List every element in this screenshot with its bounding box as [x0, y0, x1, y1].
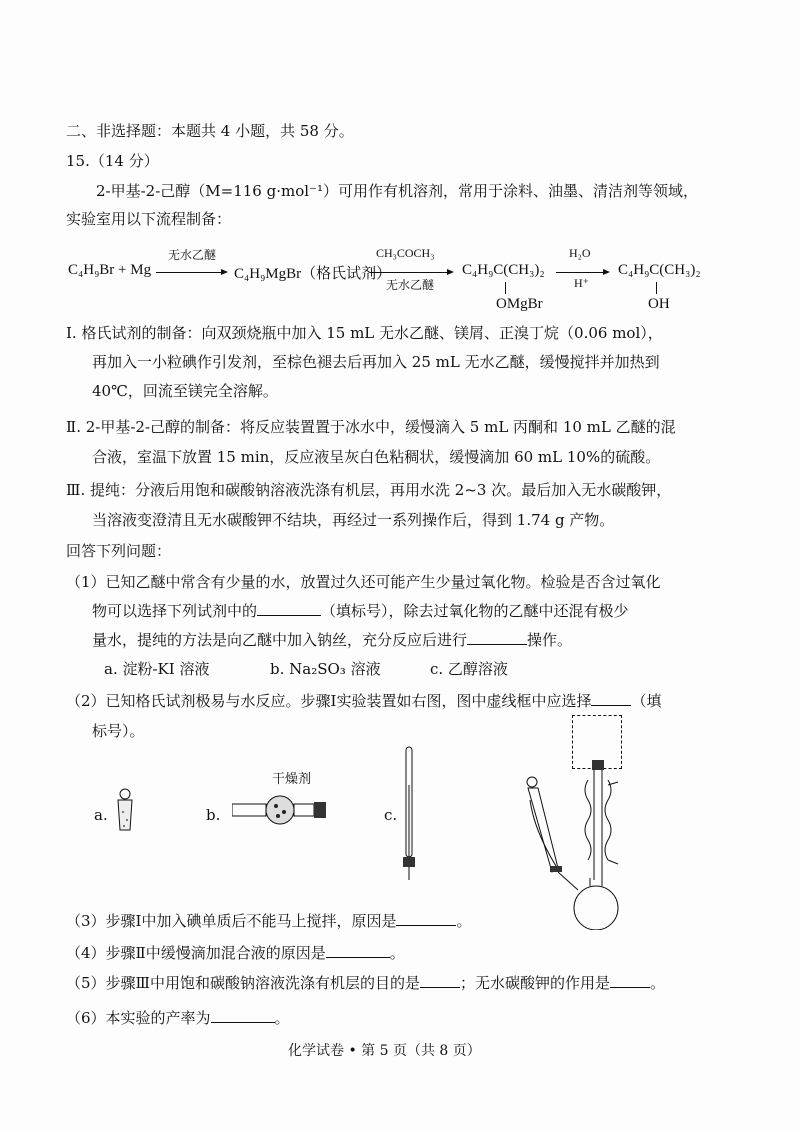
stopper-icon — [110, 786, 140, 836]
section-heading: 二、非选择题：本题共 4 小题，共 58 分。 — [66, 122, 354, 140]
q6-line — [66, 1007, 290, 1028]
step-3: 当溶液变澄清且无水碳酸钾不结块，再经过一系列操作后，得到 1.74 g 产物。 — [92, 511, 615, 529]
arrow-label: 无水乙醚 — [386, 278, 435, 292]
q2-line: 标号）。 — [92, 722, 145, 740]
q2-text: （2）已知格氏试剂极易与水反应。步骤Ⅰ实验装置如右图，图中虚线框中应选择 — [66, 692, 592, 710]
arrow-label: 无水乙醚 — [168, 248, 217, 262]
q1-text: 量水，提纯的方法是向乙醚中加入钠丝，充分反应后进行 — [92, 631, 468, 649]
reactant: C₄H₉Br + Mg — [68, 262, 152, 278]
step-2: Ⅱ. 2-甲基-2-己醇的制备：将反应装置置于冰水中，缓慢滴入 5 mL 丙酮和 10 mL 乙醚的混 — [66, 418, 676, 436]
q3-text: 。 — [456, 912, 472, 930]
q4-line — [66, 942, 405, 963]
answer-prompt: 回答下列问题： — [66, 542, 172, 560]
arrow — [556, 272, 608, 273]
q1-text: （填标号），除去过氧化物的乙醚中还混有极少 — [321, 602, 629, 620]
question-number: 15.（14 分） — [66, 152, 159, 170]
step-3: Ⅲ. 提纯：分液后用饱和碳酸钠溶液洗涤有机层，再用水洗 2~3 次。最后加入无水碳酸钾， — [66, 481, 672, 499]
q3-text: （3）步骤Ⅰ中加入碘单质后不能马上搅拌，原因是 — [66, 912, 397, 930]
answer-blank[interactable] — [257, 601, 321, 616]
step-1: 40℃，回流至镁完全溶解。 — [92, 382, 278, 400]
arrow-label: H⁺ — [574, 276, 589, 290]
q1-text: 操作。 — [527, 631, 573, 649]
option-label-c: c. — [384, 806, 398, 824]
answer-blank[interactable] — [610, 973, 650, 988]
page-footer: 化学试卷 • 第 5 页（共 8 页） — [288, 1043, 481, 1059]
product: C₄H₉MgBr（格氏试剂） — [234, 266, 392, 282]
answer-blank[interactable] — [326, 943, 390, 958]
q1-line: （1）已知乙醚中常含有少量的水，放置过久还可能产生少量过氧化物。检验是否含过氧化 — [66, 573, 661, 591]
arrow-label: CH₃COCH₃ — [376, 246, 435, 260]
q5-text: （5）步骤Ⅲ中用饱和碳酸钠溶液洗涤有机层的目的是 — [66, 974, 421, 992]
q6-text: 。 — [274, 1009, 290, 1027]
q1-option: b. Na₂SO₃ 溶液 — [270, 660, 381, 678]
intermediate: C₄H₉C(CH₃)₂ — [462, 262, 545, 278]
reaction-equation — [68, 246, 748, 312]
step-1: Ⅰ. 格氏试剂的制备：向双颈烧瓶中加入 15 mL 无水乙醚、镁屑、正溴丁烷（0.06 mol）， — [66, 324, 663, 342]
arrow-label: H₂O — [569, 246, 591, 260]
final-product-sub: OH — [648, 296, 670, 312]
q4-text: （4）步骤Ⅱ中缓慢滴加混合液的原因是 — [66, 944, 326, 962]
q1-line — [92, 629, 572, 650]
answer-blank[interactable] — [211, 1008, 275, 1023]
answer-blank[interactable] — [420, 973, 460, 988]
q5-text: ；无水碳酸钾的作用是 — [460, 974, 611, 992]
q5-text: 。 — [650, 974, 666, 992]
q1-option: c. 乙醇溶液 — [430, 660, 508, 678]
q3-line — [66, 910, 472, 931]
intro-line: 实验室用以下流程制备： — [66, 210, 232, 228]
intro-line: 2-甲基-2-己醇（M=116 g·mol⁻¹）可用作有机溶剂，常用于涂料、油墨、清洁剂等领域， — [96, 182, 698, 200]
reflux-apparatus-icon — [510, 760, 650, 930]
step-1: 再加入一小粒碘作引发剂，至棕色褪去后再加入 25 mL 无水乙醚，缓慢搅拌并加热到 — [92, 353, 660, 371]
intermediate-sub: OMgBr — [496, 296, 543, 312]
option-label-a: a. — [94, 806, 108, 824]
arrow — [156, 272, 226, 273]
q6-text: （6）本实验的产率为 — [66, 1009, 211, 1027]
step-2: 合液，室温下放置 15 min，反应液呈灰白色粘稠状，缓慢滴加 60 mL 10%的硫酸。 — [92, 448, 661, 466]
thermometer-icon — [398, 745, 420, 895]
q2-line — [66, 690, 662, 711]
q4-text: 。 — [389, 944, 405, 962]
q1-text: 物可以选择下列试剂中的 — [92, 602, 258, 620]
arrow — [370, 272, 452, 273]
q5-line — [66, 972, 665, 993]
drying-tube-icon — [232, 792, 332, 828]
answer-blank[interactable] — [467, 630, 527, 645]
option-label-b: b. — [206, 806, 221, 824]
final-product: C₄H₉C(CH₃)₂ — [618, 262, 701, 278]
answer-blank[interactable] — [396, 911, 456, 926]
answer-blank[interactable] — [591, 691, 631, 706]
desiccant-label: 干燥剂 — [272, 772, 312, 787]
q2-text: （填 — [631, 692, 662, 710]
q1-line — [92, 600, 629, 621]
q1-option: a. 淀粉-KI 溶液 — [104, 660, 210, 678]
